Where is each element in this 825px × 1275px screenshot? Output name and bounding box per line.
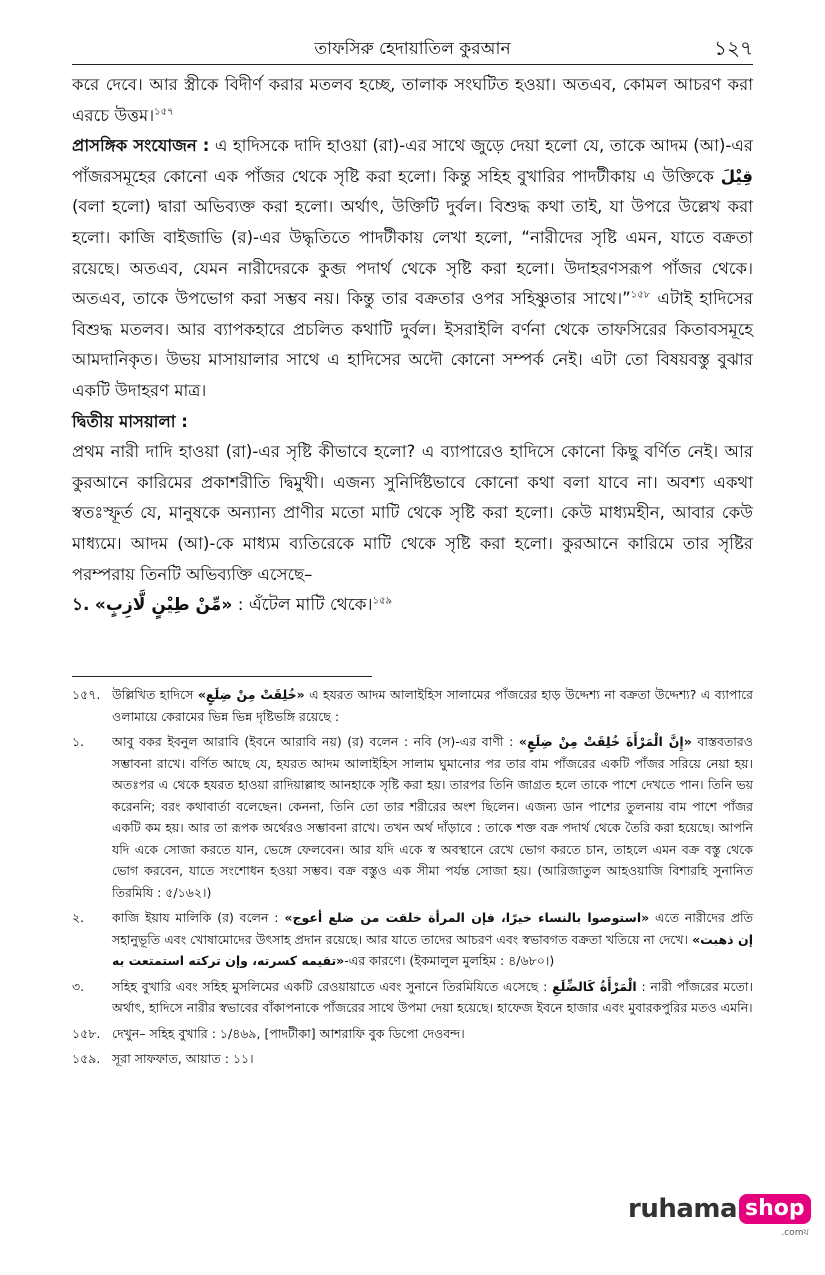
footnote-item-3: ৩. সহিহ বুখারি এবং সহিহ মুসলিমের একটি রেওয়ায়াতে এবং সুনানে তিরমিযিতে এসেছে : الْمَرْأَةُ كَالضِّلَعِ : নারী পাঁজরের মতো। অর্থাৎ, হাদিসে নারীর স্বভাবের বাঁকাপনাকে পাঁজরের সাথে উপমা দেয়া হয়েছে। হাফেজ ইবনে হাজার এবং মুবারকপুরির মতও এমনি।	[72, 978, 753, 1015]
footnote-159: ১৫৯. সূরা সাফফাত, আয়াত : ১১।	[72, 1051, 254, 1066]
paragraph-second-issue: প্রথম নারী দাদি হাওয়া (রা)-এর সৃষ্টি কীভাবে হলো? এ ব্যাপারেও হাদিসে কোনো কিছু বর্ণিত নেই। আর কুরআনে কারিমের প্রকাশরীতি দ্বিমুখী। এজন্য সুনির্দিষ্টভাবে কোনো কথা বলা যাবে না। অবশ্য একথা স্বতঃস্ফূর্ত যে, মানুষকে অন্যান্য প্রাণীর মতো মাটি থেকে সৃষ্টি করা হলো। কেউ মাধ্যমহীন, আবার কেউ মাধ্যমে। আদম (আ)-কে মাধ্যম ব্যতিরেকে মাটি থেকে সৃষ্টি করা হলো। কুরআনে কারিমে তার সৃষ্টির পরম্পরায় তিনটি অভিব্যক্তি এসেছে–	[72, 442, 753, 584]
footnote-rule	[72, 676, 372, 677]
main-text	[72, 70, 753, 621]
section-heading: দ্বিতীয় মাসয়ালা :	[72, 411, 188, 431]
paragraph-supplement: প্রাসঙ্গিক সংযোজন : এ হাদিসকে দাদি হাওয়া (রা)-এর সাথে জুড়ে দেয়া হলো যে, তাকে আদম (আ)-এর পাঁজরসমূহের কোনো এক পাঁজর থেকে সৃষ্টি করা হলো। কিন্তু সহিহ বুখারির পাদটীকায় এ উক্তিকে قِيْلَ (বলা হলো) দ্বারা অভিব্যক্ত করা হলো। অর্থাৎ, উক্তিটি দুর্বল। বিশুদ্ধ কথা তাই, যা উপরে উল্লেখ করা হলো। কাজি বাইজাভি (র)-এর উদ্ধৃতিতে পাদটীকায় লেখা হলো, “নারীদের সৃষ্টি এমন, যাতে বক্রতা রয়েছে। অতএব, যেমন নারীদেরকে কুব্জ পদার্থ থেকে সৃষ্টি করা হলো। উদাহরণসরূপ পাঁজর থেকে। অতএব, তাকে উপভোগ করা সম্ভব নয়। কিন্তু তার বক্রতার ওপর সহিষ্ণুতার সাথে।”$^{১৫৮}$ এটাই হাদিসের বিশুদ্ধ মতলব। আর ব্যাপকহারে প্রচলিত কথাটি দুর্বল। ইসরাইলি বর্ণনা থেকে তাফসিরের কিতাবসমূহে আমদানিকৃত। উভয় মাসায়ালার সাথে এ হাদিসের অদৌ কোনো সম্পর্ক নেই। এটা তো বিষয়বস্তু বুঝার একটি উদাহরণ মাত্র।	[72, 136, 754, 400]
page-header	[72, 36, 753, 62]
verse-arabic: «مِّنْ طِيْنٍ لَّازِبٍ»	[94, 595, 233, 616]
book-title: তাফসিরু হেদায়াতিল কুরআন	[314, 39, 511, 59]
footnote-158: ১৫৮. দেখুন– সহিহ বুখারি : ১/৪৬৯, [পাদটীকা] আশরাফি বুক ডিপো দেওবন্দ।	[72, 1025, 465, 1041]
verse-line: ১. «مِّنْ طِيْنٍ لَّازِبٍ» : এঁটেল মাটি থেকে।$^{১৫৯}$	[72, 595, 393, 616]
header-rule	[72, 64, 753, 65]
page-number: ১২৭	[714, 36, 753, 60]
ruhamashop-logo: ruhama shop .comয	[628, 1194, 809, 1238]
supplement-label: প্রাসঙ্গিক সংযোজন :	[72, 136, 210, 156]
footnote-ref-159: ১৫৯	[372, 595, 393, 607]
footnote-item-2: ২. কাজি ইয়ায মালিকি (র) বলেন : «استوصوا بالنساء خيرًا، فإن المرأة خلقت من ضلع أعوج» এতে নারীদের প্রতি সহানুভূতি এবং খোষামোদের উৎসাহ প্রদান রয়েছে। আর যাতে তাদের আচরণ এবং স্বভাবগত বক্রতা খতিয়ে না দেখে। «إن ذهبت تقيمه كسرته، وإن تركته استمتعت به»-এর কারণে। (ইকমালুল মুলহিম : ৪/৬৮০।)	[72, 910, 753, 968]
footnote-157: ১৫৭. উল্লিখিত হাদিসে «خُلِقَتْ مِنْ ضِلَعٍ» এ হযরত আদম আলাইহিস সালামের পাঁজরের হাড় উদ্দেশ্য না বক্রতা উদ্দেশ্য? এ ব্যাপারে ওলামায়ে কেরামের ভিন্ন ভিন্ন দৃষ্টিভঙ্গি রয়েছে :	[72, 687, 753, 724]
footnotes	[72, 684, 753, 1074]
footnote-item-1: ১. আবু বকর ইবনুল আরাবি (ইবনে আরাবি নয়) (র) বলেন : নবি (স)-এর বাণী : «إِنَّ الْمَرْأَةَ خُلِقَتْ مِنْ ضِلَعٍ» বাস্তবতারও সম্ভাবনা রাখে। বর্ণিত আছে যে, হযরত আদম আলাইহিস সালাম ঘুমানোর পর তার বাম পাঁজরের একটি পাঁজর সরিয়ে নেয়া হয়। অতঃপর এ থেকে হযরত হাওয়া রাদিয়াল্লাহু আনহাকে সৃষ্টি করা হয়। তারপর তিনি জাগ্রত হলে তাকে পাশে দেখতে পান। তিনি ভয় করেননি; বরং কথাবার্তা বলেছেন। কেননা, তিনি তো তার শরীরের অংশ ছিলেন। এজন্য ডান পাশের তুলনায় বাম পাশে পাঁজর একটি কম হয়। আর তা রূপক অর্থেরও সম্ভাবনা রাখে। তখন অর্থ দাঁড়াবে : তাকে শক্ত বক্র পদার্থ থেকে তৈরি করা হয়েছে। আপনি যদি একে সোজা করতে যান, ভেঙ্গে ফেলবেন। আর যদি একে স্ব অবস্থানে রেখে ভোগ করতে চান, তাহলে এমন বক্র বস্তু থেকে ভোগ করবেন, যাতে সংশোধন হওয়া সম্ভব। বক্র বস্তুও এক সীমা পর্যন্ত সোজা হয়। (আরিজাতুল আহওয়াজি বিশারহি সুনানিত তিরমিযি : ৫/১৬২।)	[72, 734, 753, 900]
paragraph-continuation: করে দেবে। আর স্ত্রীকে বিদীর্ণ করার মতলব হচ্ছে, তালাক সংঘটিত হওয়া। অতএব, কোমল আচরণ করা এরচে উত্তম।$^{১৫৭}$	[72, 75, 753, 125]
arabic-qila: قِيْلَ	[720, 166, 753, 186]
footnote-ref-158: ১৫৮	[630, 289, 651, 301]
footnote-ref-157: ১৫৭	[154, 106, 174, 118]
